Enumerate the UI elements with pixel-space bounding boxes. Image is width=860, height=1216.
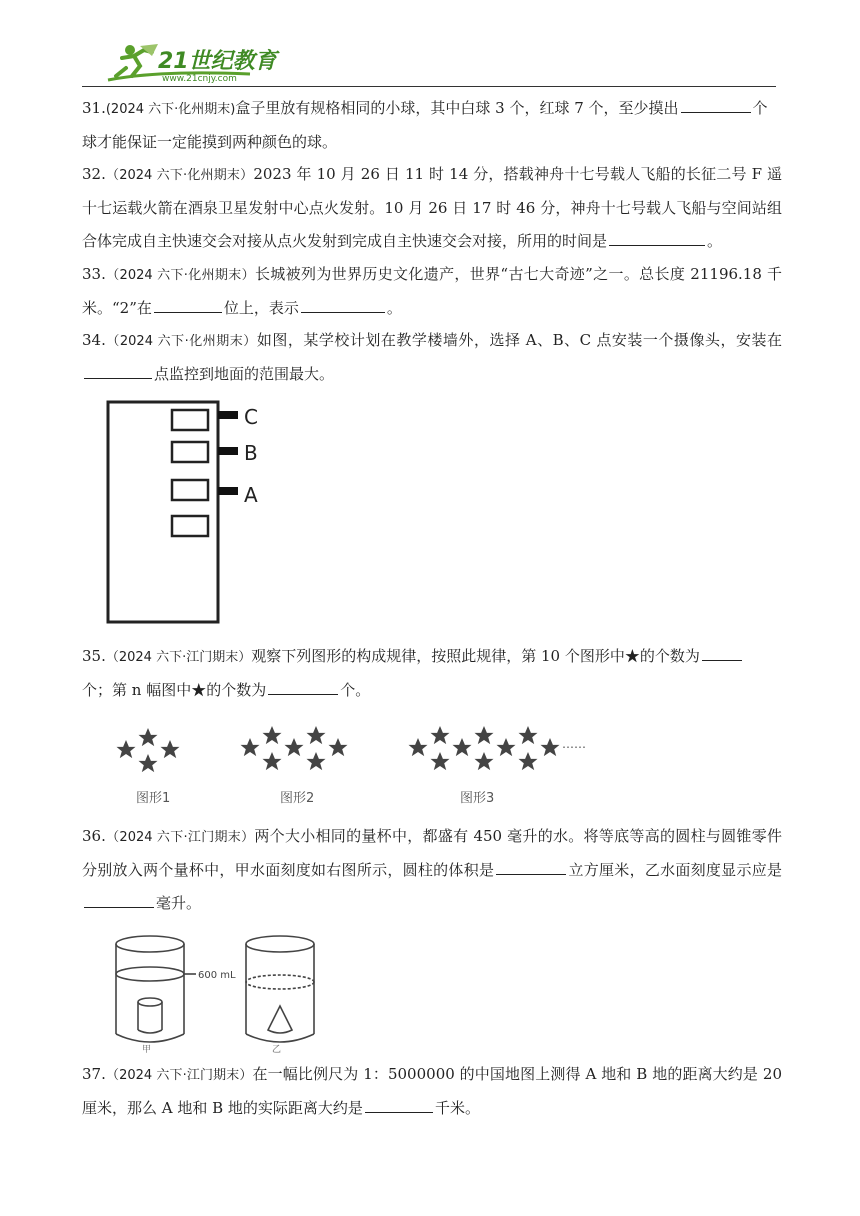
logo-url: www.21cnjy.com xyxy=(162,74,237,84)
point-label-a: A xyxy=(244,483,258,507)
question-31 xyxy=(82,92,782,159)
window xyxy=(172,516,208,536)
question-text: 长城被列为世界历史文化遗产，世界“古七大奇迹”之一。总长度 21196.18 千米。“2”在 xyxy=(82,265,782,317)
answer-blank[interactable] xyxy=(301,295,385,313)
question-37 xyxy=(82,1058,782,1125)
question-33 xyxy=(82,258,782,325)
window xyxy=(172,480,208,500)
cup-jia xyxy=(116,936,196,1042)
answer-blank[interactable] xyxy=(154,295,222,313)
question-text: 。 xyxy=(386,299,402,317)
question-text: 个；第 n 幅图中★的个数为 xyxy=(82,681,267,699)
question-35 xyxy=(82,640,782,707)
question-tag: (2024 六下·化州期末) xyxy=(105,102,236,117)
question-number: 32. xyxy=(82,165,106,183)
question-text: 千米。 xyxy=(434,1099,480,1117)
measuring-cups-figure xyxy=(104,928,344,1054)
answer-blank[interactable] xyxy=(268,677,338,695)
star-figure-3 xyxy=(409,726,560,770)
star-figure-2 xyxy=(241,726,348,770)
question-36 xyxy=(82,820,782,920)
camera-mount-c xyxy=(218,411,238,419)
question-text: 2023 年 10 月 26 日 11 时 14 分，搭载神舟十七号载人飞船的长征二号 F 遥十七运载火箭在酒泉卫星发射中心点火发射。10 月 26 日 17 时 46 分，神舟十七号载人飞船与空间站组合体完成自主快速交会对接从点火发射到完成自主快速交会对接，所用的时间是 xyxy=(82,165,782,250)
question-number: 31. xyxy=(82,99,106,117)
answer-blank[interactable] xyxy=(84,361,152,379)
question-text: 两个大小相同的量杯中，都盛有 450 毫升的水。将等底等高的圆柱与圆锥零件分别放入两个量杯中，甲水面刻度如右图所示，圆柱的体积是 xyxy=(82,827,783,879)
figure-caption-2: 图形2 xyxy=(280,791,315,806)
question-number: 33. xyxy=(82,265,106,283)
answer-blank[interactable] xyxy=(84,890,154,908)
camera-mount-a xyxy=(218,487,238,495)
question-32 xyxy=(82,158,782,258)
question-text: 球才能保证一定能摸到两种颜色的球。 xyxy=(82,133,338,151)
window xyxy=(172,410,208,430)
window xyxy=(172,442,208,462)
figure-caption-3: 图形3 xyxy=(460,791,495,806)
answer-blank[interactable] xyxy=(496,857,566,875)
ellipsis: …… xyxy=(562,737,586,751)
point-label-b: B xyxy=(244,441,258,465)
question-tag: （2024 六下·化州期末） xyxy=(105,168,254,183)
question-tag: （2024 六下·江门期末） xyxy=(105,1068,253,1083)
star-pattern-figure xyxy=(104,712,624,812)
question-text: 个 xyxy=(752,99,768,117)
answer-blank[interactable] xyxy=(702,643,742,661)
question-number: 37. xyxy=(82,1065,106,1083)
cup-label-jia: 甲 xyxy=(142,1045,152,1054)
question-number: 34. xyxy=(82,331,106,349)
cup-label-yi: 乙 xyxy=(272,1045,282,1054)
question-text: 在一幅比例尺为 1：5000000 的中国地图上测得 A 地和 B 地的距离大约是 20 厘米，那么 A 地和 B 地的实际距离大约是 xyxy=(82,1065,783,1117)
question-text: 毫升。 xyxy=(156,894,202,912)
point-label-c: C xyxy=(244,405,258,429)
question-tag: （2024 六下·江门期末） xyxy=(105,830,255,845)
question-text: 。 xyxy=(707,232,723,250)
question-number: 35. xyxy=(82,647,106,665)
question-text: 点监控到地面的范围最大。 xyxy=(154,365,335,383)
answer-blank[interactable] xyxy=(365,1095,433,1113)
question-number: 36. xyxy=(82,827,106,845)
question-text: 盒子里放有规格相同的小球，其中白球 3 个，红球 7 个，至少摸出 xyxy=(235,99,679,117)
star-figure-1 xyxy=(117,728,180,772)
question-text: 位上，表示 xyxy=(223,299,299,317)
question-tag: （2024 六下·江门期末） xyxy=(105,650,252,665)
question-text: 如图，某学校计划在教学楼墙外，选择 A、B、C 点安装一个摄像头，安装在 xyxy=(256,331,782,349)
cup-yi xyxy=(246,936,314,1042)
answer-blank[interactable] xyxy=(609,228,705,246)
header-divider xyxy=(82,86,776,87)
camera-mount-b xyxy=(218,447,238,455)
logo-text: 21世纪教育 xyxy=(158,49,277,74)
building-outline xyxy=(108,402,218,622)
question-text: 观察下列图形的构成规律，按照此规律，第 10 个图形中★的个数为 xyxy=(251,647,700,665)
question-34 xyxy=(82,324,782,391)
question-text: 立方厘米，乙水面刻度显示应是 xyxy=(568,861,782,879)
question-text: 个。 xyxy=(340,681,371,699)
question-tag: （2024 六下·化州期末） xyxy=(105,268,255,283)
answer-blank[interactable] xyxy=(681,95,751,113)
building-figure xyxy=(104,396,274,626)
question-tag: （2024 六下·化州期末） xyxy=(105,334,257,349)
cup-scale-label: 600 mL xyxy=(198,970,236,981)
figure-caption-1: 图形1 xyxy=(136,791,171,806)
site-logo xyxy=(100,40,290,86)
